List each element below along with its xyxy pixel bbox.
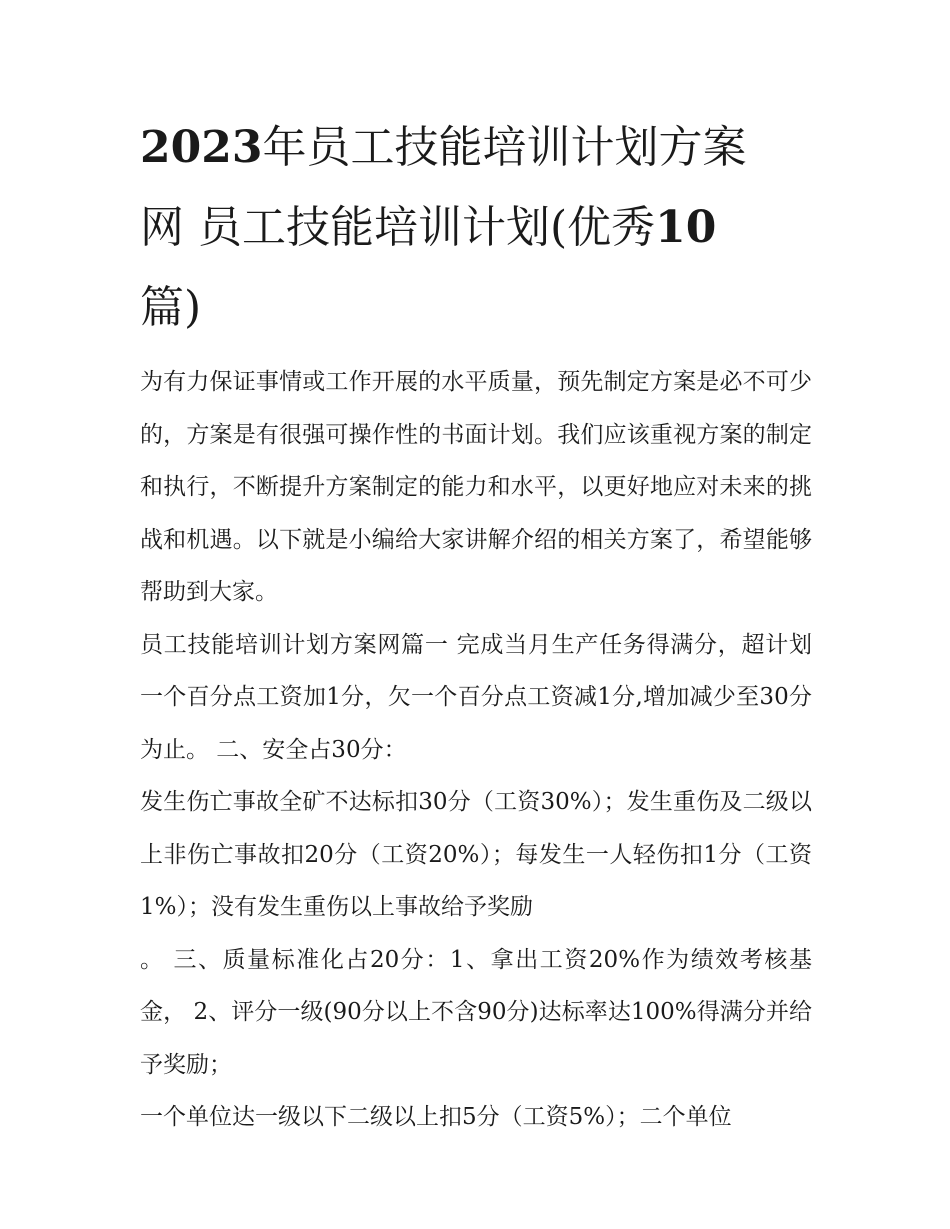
title-line2-text: 网 员工技能培训计划(优秀 [140, 202, 656, 253]
paragraph-intro: 为有力保证事情或工作开展的水平质量，预先制定方案是必不可少的，方案是有很强可操作性的书面计划。我们应该重视方案的制定和执行，不断提升方案制定的能力和水平，以更好地应对未来的挑战和机遇。以下就是小编给大家讲解介绍的相关方案了，希望能够帮助到大家。 [140, 369, 812, 605]
title-line3-text: 篇) [140, 282, 202, 333]
document-title [140, 108, 812, 348]
paragraph-safety: 发生伤亡事故全矿不达标扣30分（工资30%）；发生重伤及二级以上非伤亡事故扣20分（工资20%）；每发生一人轻伤扣1分（工资1%）；没有发生重伤以上事故给予奖励 [140, 789, 812, 920]
title-line1-text: 年员工技能培训计划方案 [262, 122, 747, 173]
title-count: 10 [655, 202, 717, 253]
paragraph-quality: 。 三、质量标准化占20分：1、拿出工资20%作为绩效考核基金， 2、评分一级(90分以上不含90分)达标率达100%得满分并给予奖励； [140, 946, 812, 1078]
title-year: 2023 [140, 122, 263, 173]
paragraph-unit-deduction: 一个单位达一级以下二级以上扣5分（工资5%）；二个单位 [140, 1104, 732, 1130]
paragraph-section-one: 员工技能培训计划方案网篇一 完成当月生产任务得满分，超计划一个百分点工资加1分，欠一个百分点工资减1分,增加减少至30分为止。 二、安全占30分： [140, 631, 812, 763]
document-page [140, 108, 812, 1144]
